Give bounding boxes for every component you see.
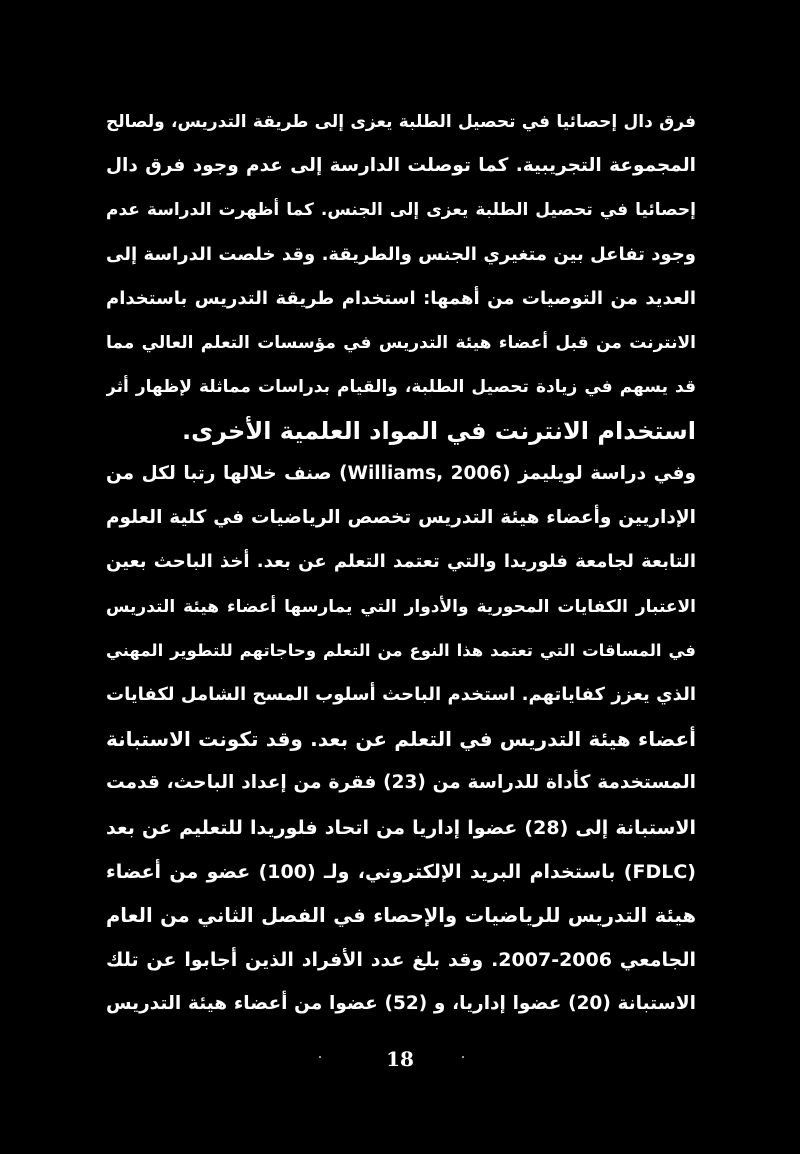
text-line: وجود تفاعل بين متغيري الجنس والطريقة. وقد خلصت الدراسة إلى [106,243,696,265]
text-line: هيئة التدريس للرياضيات والإحصاء في الفصل الثاني من العام [106,903,696,927]
page-number: 18 [386,1047,414,1071]
text-line: الانترنت من قبل أعضاء هيئة التدريس في مؤسسات التعلم العالي مما [106,332,696,353]
text-line: العديد من التوصيات من أهمها: استخدام طريقة التدريس باستخدام [106,287,696,309]
text-line: وفي دراسة لويليمز (Williams, 2006) صنف خلالها رتبا لكل من [106,463,696,484]
text-line: المجموعة التجريبية. كما توصلت الدارسة إلى عدم وجود فرق دال [106,155,696,177]
text-line: المستخدمة كأداة للدراسة من (23) فقرة من إعداد الباحث، قدمت [106,772,696,794]
text-line: الاعتبار الكفايات المحورية والأدوار التي يمارسها أعضاء هيئة التدريس [106,596,696,617]
scan-speck [462,1056,464,1058]
text-line: الجامعي 2006-2007. وقد بلغ عدد الأفراد الذين أجابوا عن تلك [106,949,696,972]
text-line: الذي يعزز كفاياتهم. استخدم الباحث أسلوب المسح الشامل لكفايات [106,683,696,705]
text-line: الاستبانة إلى (28) عضوا إداريا من اتحاد فلوريدا للتعليم عن بعد [106,816,696,839]
text-line: الاستبانة (20) عضوا إداريا، و (52) عضوا من أعضاء هيئة التدريس [106,993,696,1015]
text-line: فرق دال إحصائيا في تحصيل الطلبة يعزى إلى طريقة التدريس، ولصالح [106,112,696,132]
text-line: إحصائيا في تحصيل الطلبة يعزى إلى الجنس. كما أظهرت الدراسة عدم [106,200,696,221]
text-line: استخدام الانترنت في المواد العلمية الأخرى. [181,417,696,446]
text-line: في المساقات التي تعتمد هذا النوع من التعلم وحاجاتهم للتطوير المهني [106,640,696,660]
paragraph-2 [106,452,696,1026]
paragraph-1 [106,100,696,454]
text-line: التابعة لجامعة فلوريدا والتي تعتمد التعلم عن بعد. أخذ الباحث بعين [106,551,696,573]
text-line: (FDLC) باستخدام البريد الإلكتروني، ولـ (100) عضو من أعضاء [106,860,696,883]
text-line: قد يسهم في زيادة تحصيل الطلبة، والقيام بدراسات مماثلة لإظهار أثر [106,377,696,398]
text-line: أعضاء هيئة التدريس في التعلم عن بعد. وقد تكونت الاستبانة [106,727,696,752]
text-line: الإداريين وأعضاء هيئة التدريس تخصص الرياضيات في كلية العلوم [106,507,696,529]
